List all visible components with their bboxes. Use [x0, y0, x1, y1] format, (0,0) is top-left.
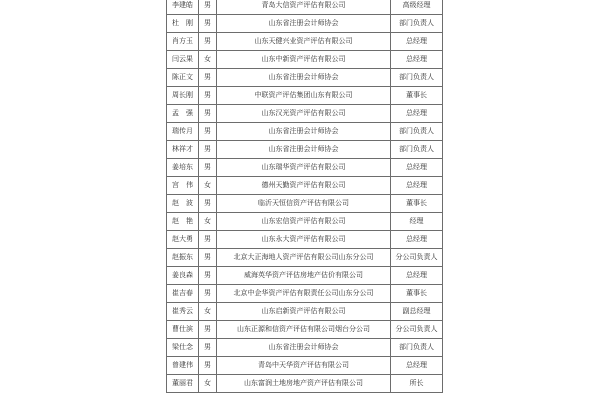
cell-position: 部门负责人	[391, 123, 443, 141]
cell-organization: 山东汉光资产评估有限公司	[217, 105, 391, 123]
cell-gender: 男	[199, 321, 217, 339]
cell-name: 崔秀云	[167, 303, 199, 321]
cell-organization: 山东宏信资产评估有限公司	[217, 213, 391, 231]
cell-name: 宫 伟	[167, 177, 199, 195]
cell-name: 周长刚	[167, 87, 199, 105]
cell-organization: 临沂天恒信资产评估有限公司	[217, 195, 391, 213]
cell-gender: 男	[199, 159, 217, 177]
table-row	[167, 69, 443, 87]
cell-organization: 山东正源和信资产评估有限公司烟台分公司	[217, 321, 391, 339]
cell-organization: 青岛大信资产评估有限公司	[217, 0, 391, 15]
cell-name: 瑞传月	[167, 123, 199, 141]
cell-name: 赵 波	[167, 195, 199, 213]
table-row	[167, 141, 443, 159]
cell-organization: 青岛中天华资产评估有限公司	[217, 357, 391, 375]
cell-gender: 男	[199, 339, 217, 357]
cell-position: 总经理	[391, 51, 443, 69]
cell-gender: 男	[199, 105, 217, 123]
cell-gender: 男	[199, 285, 217, 303]
table-row	[167, 0, 443, 15]
cell-gender: 女	[199, 303, 217, 321]
table-row	[167, 87, 443, 105]
cell-position: 部门负责人	[391, 15, 443, 33]
cell-name: 杜 刚	[167, 15, 199, 33]
cell-name: 陈正文	[167, 69, 199, 87]
cell-organization: 山东省注册会计师协会	[217, 141, 391, 159]
cell-organization: 山东省注册会计师协会	[217, 123, 391, 141]
cell-organization: 山东省注册会计师协会	[217, 69, 391, 87]
cell-gender: 男	[199, 249, 217, 267]
cell-position: 董事长	[391, 195, 443, 213]
cell-name: 李建皓	[167, 0, 199, 15]
table-row	[167, 249, 443, 267]
cell-gender: 男	[199, 33, 217, 51]
table-row	[167, 159, 443, 177]
cell-gender: 男	[199, 0, 217, 15]
cell-name: 赵大勇	[167, 231, 199, 249]
cell-position: 总经理	[391, 105, 443, 123]
cell-name: 曹仕滨	[167, 321, 199, 339]
cell-organization: 德州天勤资产评估有限公司	[217, 177, 391, 195]
table-row	[167, 321, 443, 339]
cell-organization: 北京大正海地人资产评估有限公司山东分公司	[217, 249, 391, 267]
cell-position: 部门负责人	[391, 339, 443, 357]
table-row	[167, 51, 443, 69]
cell-organization: 山东天健兴业资产评估有限公司	[217, 33, 391, 51]
cell-position: 总经理	[391, 231, 443, 249]
cell-organization: 山东启新资产评估有限公司	[217, 303, 391, 321]
cell-name: 闫云果	[167, 51, 199, 69]
cell-gender: 男	[199, 69, 217, 87]
table-row	[167, 33, 443, 51]
cell-gender: 男	[199, 267, 217, 285]
table-row	[167, 105, 443, 123]
cell-gender: 男	[199, 141, 217, 159]
table-row	[167, 267, 443, 285]
table-row	[167, 213, 443, 231]
member-table-body	[167, 0, 443, 393]
cell-name: 崔吉春	[167, 285, 199, 303]
cell-name: 姜培东	[167, 159, 199, 177]
cell-position: 分公司负责人	[391, 321, 443, 339]
cell-gender: 男	[199, 15, 217, 33]
cell-position: 总经理	[391, 357, 443, 375]
cell-name: 梁仕念	[167, 339, 199, 357]
cell-gender: 女	[199, 213, 217, 231]
member-table	[166, 0, 443, 393]
cell-organization: 山东瑞华资产评估有限公司	[217, 159, 391, 177]
table-row	[167, 303, 443, 321]
cell-organization: 中联资产评估集团山东有限公司	[217, 87, 391, 105]
cell-position: 部门负责人	[391, 141, 443, 159]
cell-position: 分公司负责人	[391, 249, 443, 267]
table-row	[167, 123, 443, 141]
cell-position: 总经理	[391, 177, 443, 195]
cell-name: 林祥才	[167, 141, 199, 159]
cell-position: 高级经理	[391, 0, 443, 15]
cell-gender: 女	[199, 375, 217, 393]
cell-name: 赵振东	[167, 249, 199, 267]
cell-organization: 山东省注册会计师协会	[217, 15, 391, 33]
table-row	[167, 375, 443, 393]
cell-name: 肖方玉	[167, 33, 199, 51]
cell-gender: 女	[199, 51, 217, 69]
cell-position: 董事长	[391, 87, 443, 105]
cell-organization: 北京中企华资产评估有限责任公司山东分公司	[217, 285, 391, 303]
cell-organization: 山东省注册会计师协会	[217, 339, 391, 357]
cell-position: 总经理	[391, 33, 443, 51]
table-row	[167, 195, 443, 213]
table-row	[167, 231, 443, 249]
cell-position: 所长	[391, 375, 443, 393]
cell-organization: 威海英华资产评估房地产估价有限公司	[217, 267, 391, 285]
table-row	[167, 285, 443, 303]
table-row	[167, 357, 443, 375]
table-row	[167, 15, 443, 33]
table-row	[167, 177, 443, 195]
cell-gender: 男	[199, 195, 217, 213]
cell-gender: 男	[199, 231, 217, 249]
cell-position: 总经理	[391, 159, 443, 177]
table-row	[167, 339, 443, 357]
cell-position: 总经理	[391, 267, 443, 285]
cell-gender: 男	[199, 123, 217, 141]
cell-name: 曾建伟	[167, 357, 199, 375]
cell-organization: 山东富润土地房地产资产评估有限公司	[217, 375, 391, 393]
cell-position: 部门负责人	[391, 69, 443, 87]
cell-name: 董丽君	[167, 375, 199, 393]
cell-position: 副总经理	[391, 303, 443, 321]
cell-name: 姜良森	[167, 267, 199, 285]
cell-gender: 女	[199, 177, 217, 195]
cell-gender: 男	[199, 87, 217, 105]
cell-gender: 男	[199, 357, 217, 375]
cell-name: 孟 强	[167, 105, 199, 123]
cell-position: 经理	[391, 213, 443, 231]
cell-organization: 山东永大资产评估有限公司	[217, 231, 391, 249]
cell-name: 赵 艳	[167, 213, 199, 231]
cell-organization: 山东中新资产评估有限公司	[217, 51, 391, 69]
cell-position: 董事长	[391, 285, 443, 303]
